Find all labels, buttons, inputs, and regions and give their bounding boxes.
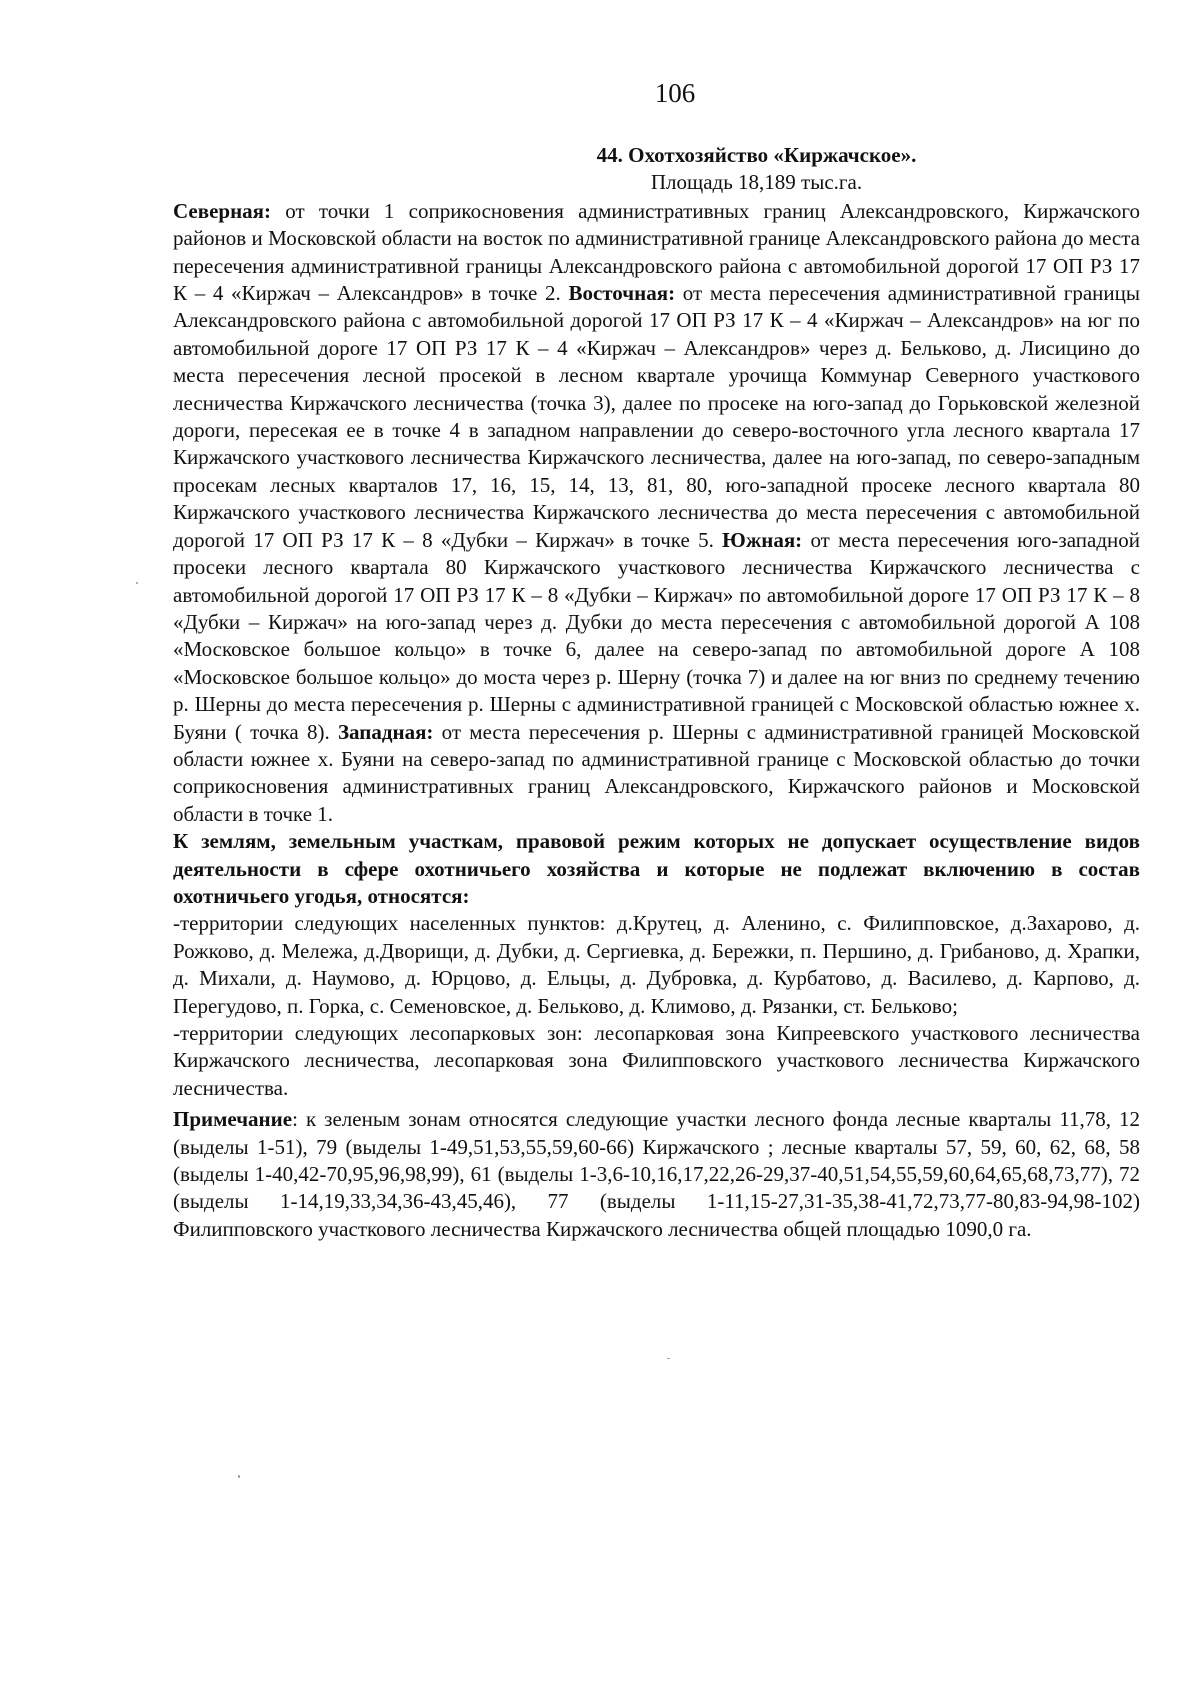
note-label: Примечание bbox=[173, 1107, 293, 1132]
document-body bbox=[173, 142, 1140, 1243]
exclusion-settlements: -территории следующих населенных пунктов: д.Крутец, д. Аленино, с. Филипповское, д.Захарово, д. Рожково, д. Мележа, д.Дворищи, д. Дубки, д. Сергиевка, д. Бережки, п. Першино, д. Грибаново, д. Храпки, д. Михали, д. Наумово, д. Юрцово, д. Ельцы, д. Дубровка, д. Курбатово, д. Василево, д. Карпово, д. Перегудово, п. Горка, с. Семеновское, д. Бельково, д. Климово, д. Рязанки, ст. Бельково; bbox=[173, 911, 1140, 1018]
west-boundary-text: от места пересечения р. Шерны с административной границей Московской области южнее х. Буяни на северо-запад по административной границе с Московской областью до точки соприкосновения административных границ Александровского, Киржачского районов и Московской области в точке 1. bbox=[173, 719, 1140, 826]
scan-speck bbox=[238, 1475, 240, 1478]
scan-speck bbox=[136, 582, 138, 584]
south-boundary-label: Южная: bbox=[722, 527, 803, 552]
area-line: Площадь 18,189 тыс.га. bbox=[650, 170, 863, 195]
scan-speck bbox=[667, 1358, 670, 1359]
south-boundary-text: от места пересечения юго-западной просеки лесного квартала 80 Киржачского участкового лесничества Киржачского лесничества с автомобильной дорогой 17 ОП РЗ 17 К – 8 «Дубки – Киржач» по автомобильной дороге 17 ОП РЗ 17 К – 8 «Дубки – Киржач» на юго-запад через д. Дубки до места пересечения с автомобильной дорогой А 108 «Московское большое кольцо» в точке 6, далее на северо-запад по автомобильной дороге А 108 «Московское большое кольцо» до моста через р. Шерну (точка 7) и далее на юг вниз по среднему течению р. Шерны до места пересечения р. Шерны с административной границей с Московской областью южнее х. Буяни ( точка 8). bbox=[173, 527, 1140, 744]
east-boundary-text: от места пересечения административной границы Александровского района с автомобильной дорогой 17 ОП РЗ 17 К – 4 «Киржач – Александров» на юг по автомобильной дороге 17 ОП РЗ 17 К – 4 «Киржач – Александров» через д. Бельково, д. Лисицино до места пересечения лесной просекой в лесном квартале урочища Коммунар Северного участкового лесничества Киржачского лесничества (точка 3), далее по просеке на юго-запад до Горьковской железной дороги, пересекая ее в точке 4 в западном направлении до северо-восточного угла лесного квартала 17 Киржачского участкового лесничества Киржачского лесничества, далее на юго-запад, по северо-западным просекам лесных кварталов 17, 16, 15, 14, 13, 81, 80, юго-западной просеке лесного квартала 80 Киржачского участкового лесничества Киржачского лесничества до места пересечения с автомобильной дорогой 17 ОП РЗ 17 К – 8 «Дубки – Киржач» в точке 5. bbox=[173, 281, 1140, 552]
north-boundary-text: от точки 1 соприкосновения административных границ Александровского, Киржачского районов и Московской области на восток по административной границе Александровского района до места пересечения административной границы Александровского района с автомобильной дорогой 17 ОП РЗ 17 К – 4 «Киржач – Александров» в точке 2. bbox=[173, 198, 1140, 306]
west-boundary-label: Западная: bbox=[337, 719, 434, 744]
section-title: 44. Охотхозяйство «Киржачское». bbox=[596, 143, 917, 167]
boundaries-paragraph bbox=[173, 198, 1140, 828]
exclusions-heading: К землям, земельным участкам, правовой режим которых не допускает осуществление видов деятельности в сфере охотничьего хозяйства и которые не подлежат включению в состав охотничьего угодья, относятся: bbox=[173, 829, 1140, 908]
north-boundary-label: Северная: bbox=[173, 198, 272, 223]
exclusion-forest-park-zones: -территории следующих лесопарковых зон: лесопарковая зона Кипреевского участкового лесничества Киржачского лесничества, лесопарковая зона Филипповского участкового лесничества Киржачского лесничества. bbox=[173, 1021, 1140, 1100]
note-text: : к зеленым зонам относятся следующие участки лесного фонда лесные кварталы 11,78, 12 (выделы 1-51), 79 (выделы 1-49,51,53,55,59,60-66) Киржачского ; лесные кварталы 57, 59, 60, 62, 68, 58 (выделы 1-40,42-70,95,96,98,99), 61 (выделы 1-3,6-10,16,17,22,26-29,37-40,51,54,55,59,60,64,65,68,73,77), 72 (выделы 1-14,19,33,34,36-43,45,46), 77 (выделы 1-11,15-27,31-35,38-41,72,73,77-80,83-94,98-102) Филипповского участкового лесничества Киржачского лесничества общей площадью 1090,0 га. bbox=[173, 1107, 1140, 1241]
page-number: 106 bbox=[654, 78, 696, 108]
note-paragraph bbox=[173, 1106, 1140, 1243]
east-boundary-label: Восточная: bbox=[568, 281, 676, 306]
